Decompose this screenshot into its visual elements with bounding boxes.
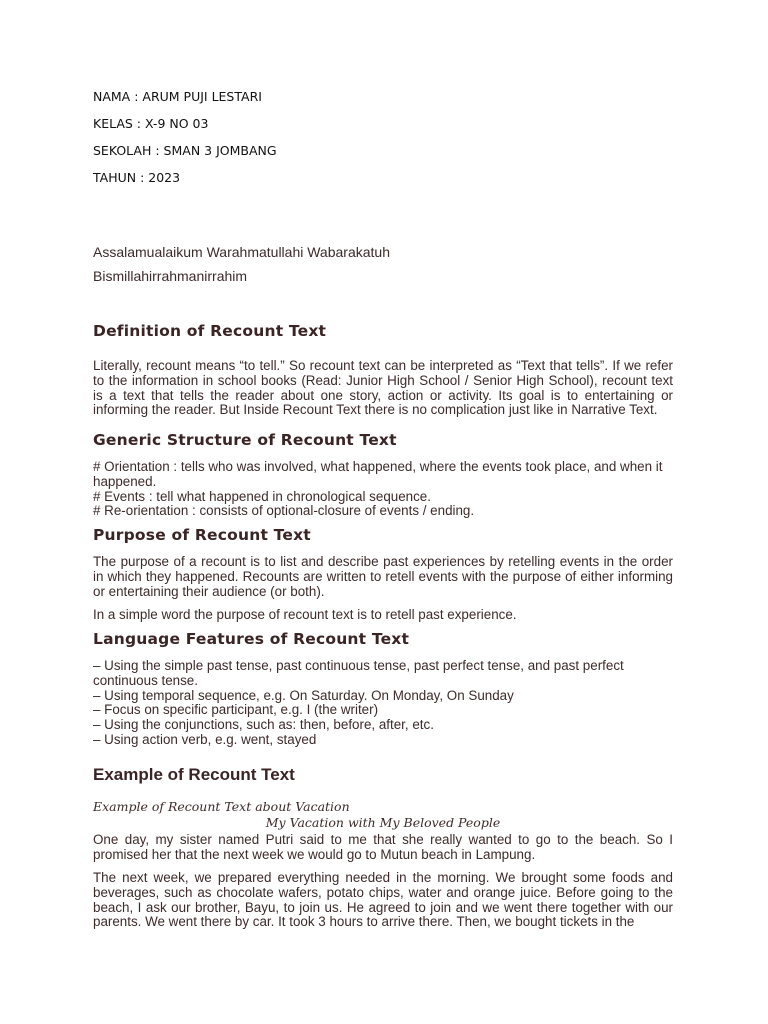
definition-paragraph: Literally, recount means “to tell.” So recount text can be interpreted as “Text that tells”. If we refer to the information in school books (Read: Junior High School / Senior High School), recount text is a text that tells the reader about one story, action or activity. Its goal is to entertaining or informing the reader. But Inside Recount Text there is no complication just like in Narrative Text. (93, 358, 673, 418)
structure-item-reorientation: # Re-orientation : consists of optional-closure of events / ending. (93, 503, 475, 519)
feature-item: – Using the simple past tense, past continuous tense, past perfect tense, and past perfect continuous tense. (93, 658, 624, 688)
structure-list (93, 460, 673, 519)
story-paragraph-1: One day, my sister named Putri said to me that she really wanted to go to the beach. So I promised her that the next week we would go to Mutun beach in Lampung. (93, 832, 673, 862)
story-paragraph-2: The next week, we prepared everything needed in the morning. We brought some foods and beverages, such as chocolate wafers, potato chips, water and orange juice. Before going to the beach, I ask our brother, Bayu, to join us. He agreed to join and we went there together with our parents. We went there by car. It took 3 hours to arrive there. Then, we bought tickets in the (93, 870, 673, 930)
purpose-paragraph: The purpose of a recount is to list and describe past experiences by retelling events in the order in which they happened. Recounts are written to retell events with the purpose of either informing or entertaining their audience (or both). (93, 554, 673, 599)
structure-item-events: # Events : tell what happened in chronological sequence. (93, 488, 431, 504)
purpose-summary: In a simple word the purpose of recount text is to retell past experience. (93, 607, 517, 622)
feature-item: – Using temporal sequence, e.g. On Saturday. On Monday, On Sunday (93, 687, 514, 703)
purpose-heading: Purpose of Recount Text (93, 526, 311, 544)
story-title: My Vacation with My Beloved People (265, 815, 501, 830)
features-heading: Language Features of Recount Text (93, 630, 410, 648)
feature-item: – Using action verb, e.g. went, stayed (93, 731, 317, 747)
features-list (93, 659, 673, 748)
feature-item: – Using the conjunctions, such as: then, before, after, etc. (93, 717, 434, 733)
greeting-basmalah: Bismillahirrahmanirrahim (93, 268, 248, 284)
structure-heading: Generic Structure of Recount Text (93, 431, 397, 449)
definition-heading: Definition of Recount Text (93, 322, 327, 340)
student-school: SEKOLAH : SMAN 3 JOMBANG (93, 143, 277, 158)
structure-item-orientation: # Orientation : tells who was involved, what happened, where the events took place, and when it happened. (93, 459, 663, 489)
student-year: TAHUN : 2023 (93, 170, 181, 185)
feature-item: – Focus on specific participant, e.g. I (the writer) (93, 702, 379, 718)
student-name: NAMA : ARUM PUJI LESTARI (93, 89, 262, 104)
example-heading: Example of Recount Text (93, 765, 295, 784)
example-subtitle: Example of Recount Text about Vacation (93, 799, 350, 814)
student-class: KELAS : X-9 NO 03 (93, 116, 209, 131)
greeting-salam: Assalamualaikum Warahmatullahi Wabarakatuh (93, 244, 390, 260)
